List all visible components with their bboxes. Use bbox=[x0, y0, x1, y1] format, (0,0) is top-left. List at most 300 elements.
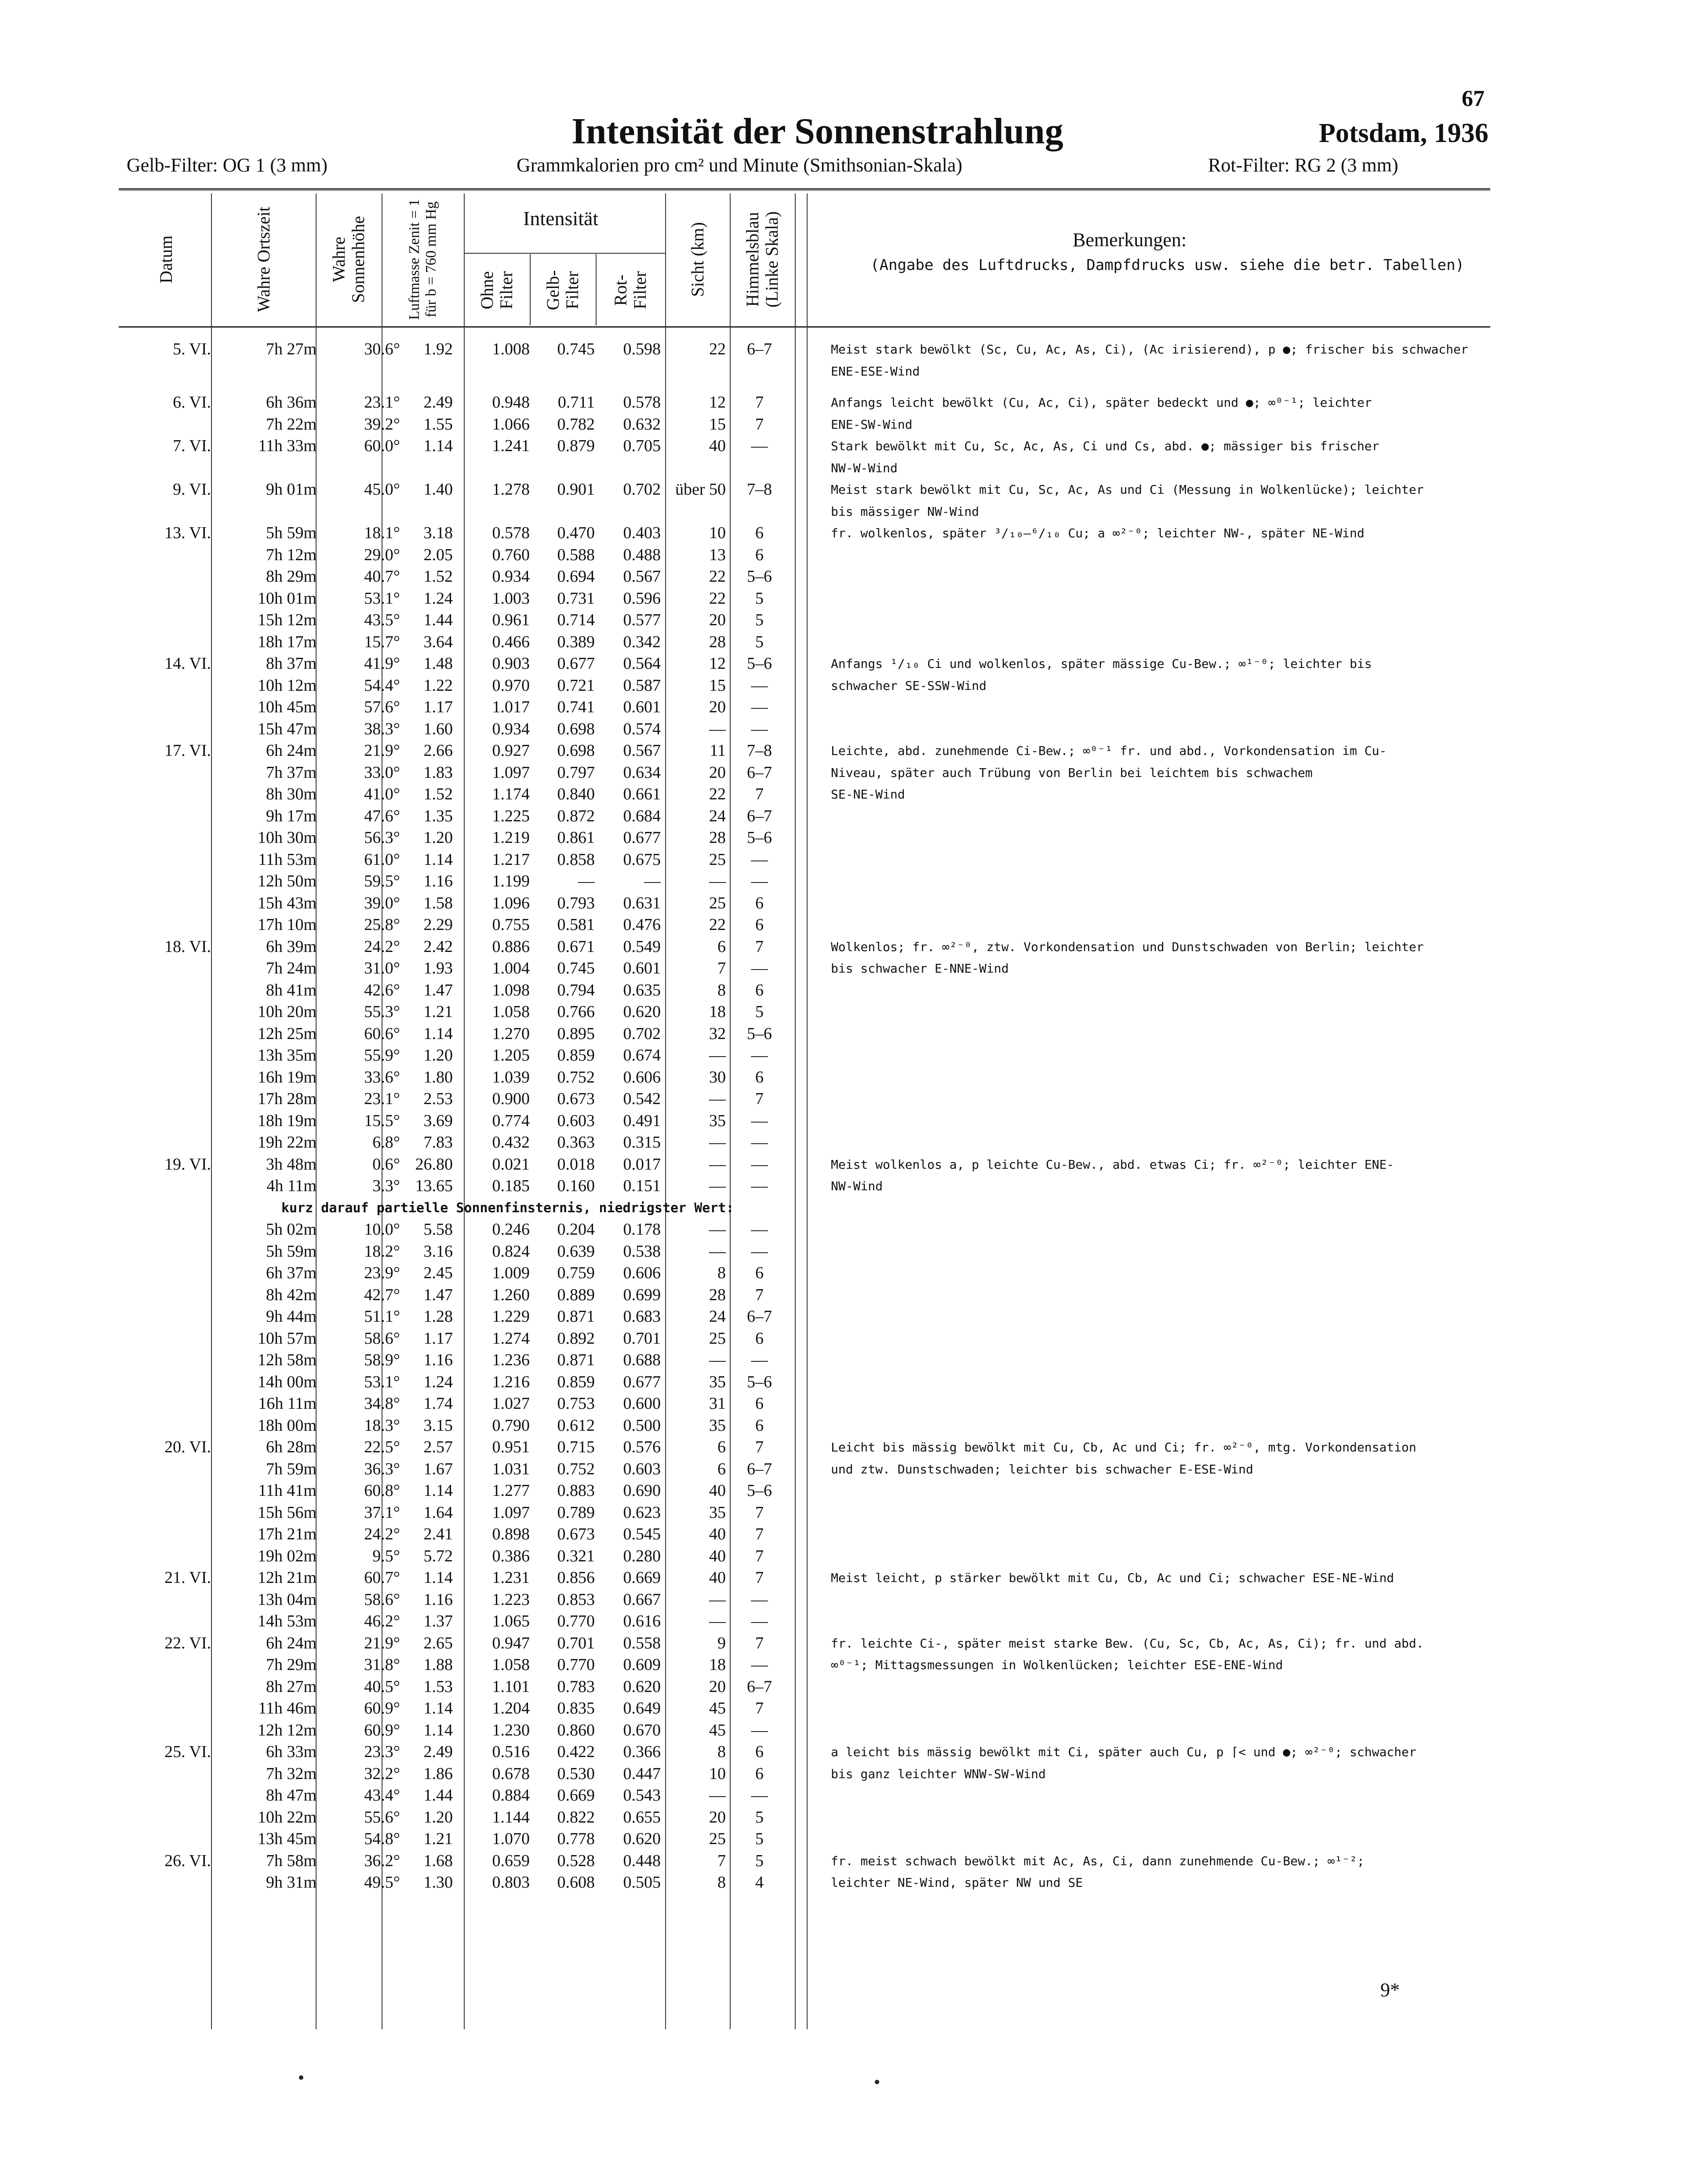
airmass-cell: 3.18 bbox=[423, 524, 453, 542]
altitude-cell: 43.5° bbox=[364, 611, 400, 629]
airmass-cell: 1.80 bbox=[423, 1068, 453, 1087]
yellow-filter-cell: 0.741 bbox=[557, 698, 595, 716]
airmass-cell: 2.53 bbox=[423, 1090, 453, 1108]
date-cell: 5. VI. bbox=[173, 340, 211, 358]
no-filter-cell: 1.223 bbox=[492, 1590, 530, 1609]
col-header-altitude: Wahre Sonnenhöhe bbox=[329, 216, 368, 303]
red-filter-cell: 0.403 bbox=[623, 524, 661, 542]
visibility-cell: 8 bbox=[717, 1873, 726, 1892]
time-cell: 5h 02m bbox=[266, 1220, 317, 1239]
time-cell: 18h 17m bbox=[257, 632, 317, 651]
table-row bbox=[0, 1698, 1707, 1720]
sky-blue-cell: 5 bbox=[755, 632, 764, 651]
no-filter-cell: 0.886 bbox=[492, 937, 530, 956]
red-filter-cell: 0.600 bbox=[623, 1394, 661, 1413]
red-filter-cell: 0.596 bbox=[623, 589, 661, 608]
airmass-cell: 1.35 bbox=[423, 806, 453, 825]
red-filter-cell: 0.280 bbox=[623, 1546, 661, 1565]
sky-blue-cell: — bbox=[751, 1046, 768, 1065]
remark-cell: Anfangs leicht bewölkt (Cu, Ac, Ci), später bedeckt und ●; ∞⁰⁻¹; leichter bbox=[831, 395, 1372, 410]
red-filter-cell: 0.577 bbox=[623, 611, 661, 629]
time-cell: 10h 22m bbox=[257, 1808, 317, 1827]
red-filter-cell: 0.549 bbox=[623, 937, 661, 956]
table-row bbox=[0, 1458, 1707, 1480]
no-filter-cell: 0.884 bbox=[492, 1786, 530, 1805]
no-filter-cell: 0.774 bbox=[492, 1111, 530, 1130]
no-filter-cell: 1.101 bbox=[492, 1677, 530, 1696]
airmass-cell: 1.14 bbox=[423, 850, 453, 869]
altitude-cell: 51.1° bbox=[364, 1307, 400, 1326]
sky-blue-cell: 5–6 bbox=[747, 567, 772, 586]
sky-blue-cell: — bbox=[751, 1655, 768, 1674]
red-filter-cell: 0.564 bbox=[623, 654, 661, 673]
red-filter-cell: 0.661 bbox=[623, 785, 661, 803]
altitude-cell: 58.6° bbox=[364, 1590, 400, 1609]
no-filter-cell: 1.096 bbox=[492, 893, 530, 912]
remark-cell: ∞⁰⁻¹; Mittagsmessungen in Wolkenlücken; leichter ESE-ENE-Wind bbox=[831, 1658, 1283, 1672]
visibility-cell: 8 bbox=[717, 1743, 726, 1761]
yellow-filter-cell: 0.160 bbox=[557, 1177, 595, 1195]
col-header-visibility: Sicht (km) bbox=[688, 222, 707, 297]
airmass-cell: 1.14 bbox=[423, 437, 453, 455]
sky-blue-cell: — bbox=[751, 1177, 768, 1195]
no-filter-cell: 1.003 bbox=[492, 589, 530, 608]
red-filter-cell: 0.601 bbox=[623, 698, 661, 716]
sky-blue-cell: — bbox=[751, 850, 768, 869]
time-cell: 10h 57m bbox=[257, 1329, 317, 1348]
table-row bbox=[0, 653, 1707, 675]
no-filter-cell: 1.230 bbox=[492, 1721, 530, 1739]
red-filter-cell: 0.702 bbox=[623, 1024, 661, 1043]
table-top-rule bbox=[119, 188, 1490, 190]
visibility-cell: 25 bbox=[709, 1830, 726, 1848]
place-year: Potsdam, 1936 bbox=[1319, 118, 1489, 148]
airmass-cell: 1.68 bbox=[423, 1851, 453, 1870]
sky-blue-cell: 7–8 bbox=[747, 480, 772, 499]
no-filter-cell: 1.065 bbox=[492, 1612, 530, 1630]
no-filter-cell: 1.225 bbox=[492, 806, 530, 825]
red-filter-cell: 0.701 bbox=[623, 1329, 661, 1348]
yellow-filter-cell: 0.612 bbox=[557, 1416, 595, 1435]
airmass-cell: 1.14 bbox=[423, 1699, 453, 1717]
altitude-cell: 55.6° bbox=[364, 1808, 400, 1827]
table-row bbox=[0, 479, 1707, 501]
altitude-cell: 60.6° bbox=[364, 1024, 400, 1043]
visibility-cell: 40 bbox=[709, 1568, 726, 1587]
table-row bbox=[0, 522, 1707, 544]
red-filter-cell: 0.684 bbox=[623, 806, 661, 825]
time-cell: 7h 22m bbox=[266, 415, 317, 434]
no-filter-cell: 1.058 bbox=[492, 1003, 530, 1021]
yellow-filter-cell: 0.698 bbox=[557, 719, 595, 738]
no-filter-cell: 0.185 bbox=[492, 1177, 530, 1195]
yellow-filter-cell: — bbox=[578, 872, 595, 890]
no-filter-cell: 0.790 bbox=[492, 1416, 530, 1435]
no-filter-cell: 0.755 bbox=[492, 915, 530, 934]
sky-blue-cell: 6 bbox=[755, 1394, 764, 1413]
no-filter-cell: 1.277 bbox=[492, 1481, 530, 1500]
visibility-cell: 45 bbox=[709, 1699, 726, 1717]
sky-blue-cell: 6 bbox=[755, 1329, 764, 1348]
yellow-filter-cell: 0.853 bbox=[557, 1590, 595, 1609]
altitude-cell: 47.6° bbox=[364, 806, 400, 825]
sky-blue-cell: — bbox=[751, 719, 768, 738]
altitude-cell: 23.3° bbox=[364, 1743, 400, 1761]
sky-blue-cell: — bbox=[751, 1721, 768, 1739]
sky-blue-cell: 5–6 bbox=[747, 654, 772, 673]
red-filter-cell: 0.677 bbox=[623, 828, 661, 847]
red-filter-cell: 0.476 bbox=[623, 915, 661, 934]
altitude-cell: 60.8° bbox=[364, 1481, 400, 1500]
yellow-filter-cell: 0.673 bbox=[557, 1525, 595, 1543]
table-row bbox=[0, 806, 1707, 828]
no-filter-cell: 1.217 bbox=[492, 850, 530, 869]
table-row bbox=[0, 914, 1707, 936]
remark-cell: Leichte, abd. zunehmende Ci-Bew.; ∞⁰⁻¹ fr. und abd., Vorkondensation im Cu- bbox=[831, 744, 1387, 758]
sky-blue-cell: 5–6 bbox=[747, 1372, 772, 1391]
airmass-cell: 1.14 bbox=[423, 1481, 453, 1500]
visibility-cell: 22 bbox=[709, 589, 726, 608]
remark-cell: Niveau, später auch Trübung von Berlin bei leichtem bis schwachem bbox=[831, 765, 1313, 780]
yellow-filter-cell: 0.783 bbox=[557, 1677, 595, 1696]
red-filter-cell: 0.606 bbox=[623, 1068, 661, 1087]
date-cell: 22. VI. bbox=[164, 1633, 211, 1652]
sky-blue-cell: 7 bbox=[755, 1503, 764, 1522]
visibility-cell: 18 bbox=[709, 1655, 726, 1674]
altitude-cell: 38.3° bbox=[364, 719, 400, 738]
altitude-cell: 43.4° bbox=[364, 1786, 400, 1805]
altitude-cell: 54.8° bbox=[364, 1830, 400, 1848]
remark-cell: Meist leicht, p stärker bewölkt mit Cu, Cb, Ac und Ci; schwacher ESE-NE-Wind bbox=[831, 1571, 1394, 1585]
altitude-cell: 24.2° bbox=[364, 937, 400, 956]
visibility-cell: 13 bbox=[709, 545, 726, 564]
date-cell: 21. VI. bbox=[164, 1568, 211, 1587]
yellow-filter-cell: 0.778 bbox=[557, 1830, 595, 1848]
no-filter-cell: 1.241 bbox=[492, 437, 530, 455]
no-filter-cell: 0.900 bbox=[492, 1090, 530, 1108]
time-cell: 19h 02m bbox=[257, 1546, 317, 1565]
airmass-cell: 1.22 bbox=[423, 676, 453, 695]
airmass-cell: 2.45 bbox=[423, 1264, 453, 1282]
yellow-filter-cell: 0.721 bbox=[557, 676, 595, 695]
red-filter-cell: 0.342 bbox=[623, 632, 661, 651]
sky-blue-cell: 7 bbox=[755, 1438, 764, 1456]
altitude-cell: 31.8° bbox=[364, 1655, 400, 1674]
page-title: Intensität der Sonnenstrahlung bbox=[571, 111, 1063, 152]
visibility-cell: 31 bbox=[709, 1394, 726, 1413]
red-filter-cell: 0.705 bbox=[623, 437, 661, 455]
visibility-cell: 35 bbox=[709, 1111, 726, 1130]
visibility-cell: 18 bbox=[709, 1003, 726, 1021]
no-filter-cell: 0.678 bbox=[492, 1764, 530, 1783]
table-row bbox=[0, 871, 1707, 893]
time-cell: 7h 24m bbox=[266, 959, 317, 977]
altitude-cell: 55.9° bbox=[364, 1046, 400, 1065]
table-row bbox=[0, 1872, 1707, 1894]
time-cell: 6h 36m bbox=[266, 393, 317, 412]
time-cell: 8h 42m bbox=[266, 1285, 317, 1304]
yellow-filter-cell: 0.363 bbox=[557, 1133, 595, 1152]
time-cell: 13h 04m bbox=[257, 1590, 317, 1609]
date-cell: 14. VI. bbox=[164, 654, 211, 673]
red-filter-cell: 0.500 bbox=[623, 1416, 661, 1435]
airmass-cell: 3.64 bbox=[423, 632, 453, 651]
no-filter-cell: 0.803 bbox=[492, 1873, 530, 1892]
no-filter-cell: 0.578 bbox=[492, 524, 530, 542]
red-filter-cell: 0.542 bbox=[623, 1090, 661, 1108]
time-cell: 11h 46m bbox=[258, 1699, 317, 1717]
no-filter-cell: 1.058 bbox=[492, 1655, 530, 1674]
yellow-filter-cell: 0.422 bbox=[557, 1743, 595, 1761]
table-row bbox=[0, 1415, 1707, 1437]
visibility-cell: 35 bbox=[709, 1416, 726, 1435]
altitude-cell: 58.6° bbox=[364, 1329, 400, 1348]
altitude-cell: 36.3° bbox=[364, 1459, 400, 1478]
altitude-cell: 57.6° bbox=[364, 698, 400, 716]
table-row bbox=[0, 1045, 1707, 1067]
remark-cell: ENE-SW-Wind bbox=[831, 417, 913, 432]
sky-blue-cell: 5 bbox=[755, 589, 764, 608]
yellow-filter-cell: 0.669 bbox=[557, 1786, 595, 1805]
visibility-cell: — bbox=[709, 1046, 726, 1065]
no-filter-cell: 0.824 bbox=[492, 1242, 530, 1261]
red-filter-cell: 0.601 bbox=[623, 959, 661, 977]
time-cell: 8h 41m bbox=[266, 981, 317, 999]
sky-blue-cell: — bbox=[751, 1786, 768, 1805]
altitude-cell: 46.2° bbox=[364, 1612, 400, 1630]
no-filter-cell: 1.219 bbox=[492, 828, 530, 847]
altitude-cell: 58.9° bbox=[364, 1351, 400, 1369]
sky-blue-cell: 4 bbox=[755, 1873, 764, 1892]
table-row bbox=[0, 958, 1707, 980]
yellow-filter-cell: 0.639 bbox=[557, 1242, 595, 1261]
yellow-filter-cell: 0.766 bbox=[557, 1003, 595, 1021]
visibility-cell: — bbox=[709, 1351, 726, 1369]
yellow-filter-cell: 0.789 bbox=[557, 1503, 595, 1522]
no-filter-cell: 1.027 bbox=[492, 1394, 530, 1413]
remark-cell: bis ganz leichter WNW-SW-Wind bbox=[831, 1766, 1046, 1781]
time-cell: 17h 10m bbox=[257, 915, 317, 934]
red-filter-cell: 0.574 bbox=[623, 719, 661, 738]
no-filter-cell: 0.466 bbox=[492, 632, 530, 651]
sky-blue-cell: 7 bbox=[755, 1568, 764, 1587]
altitude-cell: 21.9° bbox=[364, 1633, 400, 1652]
table-row bbox=[0, 1241, 1707, 1263]
date-cell: 25. VI. bbox=[164, 1743, 211, 1761]
altitude-cell: 55.3° bbox=[364, 1003, 400, 1021]
altitude-cell: 49.5° bbox=[364, 1873, 400, 1892]
date-cell: 17. VI. bbox=[164, 741, 211, 760]
sky-blue-cell: 6 bbox=[755, 1743, 764, 1761]
yellow-filter-cell: 0.856 bbox=[557, 1568, 595, 1587]
yellow-filter-cell: 0.018 bbox=[557, 1155, 595, 1174]
visibility-cell: 20 bbox=[709, 611, 726, 629]
no-filter-cell: 0.246 bbox=[492, 1220, 530, 1239]
sky-blue-cell: — bbox=[751, 1111, 768, 1130]
sky-blue-cell: — bbox=[751, 959, 768, 977]
time-cell: 11h 53m bbox=[258, 850, 317, 869]
table-row bbox=[0, 382, 1707, 392]
sky-blue-cell: — bbox=[751, 872, 768, 890]
red-filter-cell: 0.631 bbox=[623, 893, 661, 912]
yellow-filter-cell: 0.603 bbox=[557, 1111, 595, 1130]
sky-blue-cell: — bbox=[751, 1612, 768, 1630]
visibility-cell: 40 bbox=[709, 1546, 726, 1565]
airmass-cell: 2.49 bbox=[423, 1743, 453, 1761]
altitude-cell: 33.0° bbox=[364, 763, 400, 782]
table-row bbox=[0, 501, 1707, 523]
remark-cell: fr. wolkenlos, später ³/₁₀–⁶/₁₀ Cu; a ∞²⁻⁰; leichter NW-, später NE-Wind bbox=[831, 526, 1365, 540]
table-row bbox=[0, 1589, 1707, 1611]
visibility-cell: 24 bbox=[709, 1307, 726, 1326]
table-row bbox=[0, 1763, 1707, 1785]
sky-blue-cell: 6 bbox=[755, 1264, 764, 1282]
remark-cell: Anfangs ¹/₁₀ Ci und wolkenlos, später mässige Cu-Bew.; ∞¹⁻⁰; leichter bis bbox=[831, 656, 1372, 671]
red-filter-cell: 0.567 bbox=[623, 567, 661, 586]
red-filter-cell: 0.688 bbox=[623, 1351, 661, 1369]
altitude-cell: 25.8° bbox=[364, 915, 400, 934]
red-filter-cell: 0.315 bbox=[623, 1133, 661, 1152]
red-filter-cell: 0.690 bbox=[623, 1481, 661, 1500]
sky-blue-cell: 7 bbox=[755, 393, 764, 412]
time-cell: 15h 47m bbox=[257, 719, 317, 738]
table-row bbox=[0, 609, 1707, 631]
sky-blue-cell: 6–7 bbox=[747, 340, 772, 358]
airmass-cell: 1.48 bbox=[423, 654, 453, 673]
time-cell: 7h 29m bbox=[266, 1655, 317, 1674]
no-filter-cell: 1.199 bbox=[492, 872, 530, 890]
sky-blue-cell: 5–6 bbox=[747, 828, 772, 847]
sky-blue-cell: — bbox=[751, 1242, 768, 1261]
time-cell: 8h 30m bbox=[266, 785, 317, 803]
no-filter-cell: 0.927 bbox=[492, 741, 530, 760]
sky-blue-cell: 6 bbox=[755, 545, 764, 564]
date-cell: 18. VI. bbox=[164, 937, 211, 956]
time-cell: 6h 39m bbox=[266, 937, 317, 956]
table-header-rule bbox=[119, 326, 1490, 328]
table-row bbox=[0, 1524, 1707, 1546]
airmass-cell: 1.40 bbox=[423, 480, 453, 499]
no-filter-cell: 1.270 bbox=[492, 1024, 530, 1043]
table-row bbox=[0, 1741, 1707, 1763]
time-cell: 9h 17m bbox=[266, 806, 317, 825]
yellow-filter-cell: 0.859 bbox=[557, 1046, 595, 1065]
red-filter-cell: 0.448 bbox=[623, 1851, 661, 1870]
visibility-cell: — bbox=[709, 1155, 726, 1174]
print-speck bbox=[875, 2080, 879, 2084]
visibility-cell: 7 bbox=[717, 959, 726, 977]
airmass-cell: 5.72 bbox=[423, 1546, 453, 1565]
red-filter-cell: 0.667 bbox=[623, 1590, 661, 1609]
airmass-cell: 1.86 bbox=[423, 1764, 453, 1783]
yellow-filter-note: Gelb-Filter: OG 1 (3 mm) bbox=[127, 154, 328, 176]
table-row bbox=[0, 1328, 1707, 1350]
visibility-cell: 12 bbox=[709, 654, 726, 673]
altitude-cell: 42.6° bbox=[364, 981, 400, 999]
table-row bbox=[0, 361, 1707, 383]
sky-blue-cell: 5–6 bbox=[747, 1024, 772, 1043]
time-cell: 10h 45m bbox=[257, 698, 317, 716]
sky-blue-cell: 6–7 bbox=[747, 806, 772, 825]
sky-blue-cell: 6 bbox=[755, 893, 764, 912]
table-row bbox=[0, 1676, 1707, 1698]
yellow-filter-cell: 0.752 bbox=[557, 1459, 595, 1478]
sky-blue-cell: 7 bbox=[755, 1090, 764, 1108]
table-row bbox=[0, 1349, 1707, 1371]
altitude-cell: 53.1° bbox=[364, 1372, 400, 1391]
red-filter-cell: 0.151 bbox=[623, 1177, 661, 1195]
table-row bbox=[0, 1785, 1707, 1807]
visibility-cell: — bbox=[709, 1133, 726, 1152]
red-filter-cell: 0.677 bbox=[623, 1372, 661, 1391]
sky-blue-cell: 6–7 bbox=[747, 1459, 772, 1478]
no-filter-cell: 0.934 bbox=[492, 719, 530, 738]
visibility-cell: 6 bbox=[717, 1438, 726, 1456]
no-filter-cell: 1.231 bbox=[492, 1568, 530, 1587]
time-cell: 13h 35m bbox=[257, 1046, 317, 1065]
table-row bbox=[0, 414, 1707, 436]
yellow-filter-cell: 0.745 bbox=[557, 959, 595, 977]
red-filter-cell: 0.655 bbox=[623, 1808, 661, 1827]
no-filter-cell: 0.898 bbox=[492, 1525, 530, 1543]
no-filter-cell: 0.970 bbox=[492, 676, 530, 695]
visibility-cell: 8 bbox=[717, 981, 726, 999]
sky-blue-cell: 7 bbox=[755, 937, 764, 956]
remark-cell: fr. meist schwach bewölkt mit Ac, As, Ci, dann zunehmende Cu-Bew.; ∞¹⁻²; bbox=[831, 1853, 1365, 1868]
yellow-filter-cell: 0.321 bbox=[557, 1546, 595, 1565]
time-cell: 18h 00m bbox=[257, 1416, 317, 1435]
visibility-cell: 15 bbox=[709, 676, 726, 695]
red-filter-note: Rot-Filter: RG 2 (3 mm) bbox=[1208, 154, 1398, 176]
table-row bbox=[0, 1023, 1707, 1045]
yellow-filter-cell: 0.879 bbox=[557, 437, 595, 455]
altitude-cell: 60.9° bbox=[364, 1721, 400, 1739]
remark-cell: NW-Wind bbox=[831, 1179, 883, 1193]
visibility-cell: 28 bbox=[709, 828, 726, 847]
visibility-cell: — bbox=[709, 1090, 726, 1108]
yellow-filter-cell: 0.892 bbox=[557, 1329, 595, 1348]
visibility-cell: 20 bbox=[709, 763, 726, 782]
remark-cell: a leicht bis mässig bewölkt mit Ci, später auch Cu, p ⌈< und ●; ∞²⁻⁰; schwacher bbox=[831, 1745, 1416, 1759]
yellow-filter-cell: 0.588 bbox=[557, 545, 595, 564]
altitude-cell: 60.0° bbox=[364, 437, 400, 455]
sky-blue-cell: 6 bbox=[755, 1764, 764, 1783]
red-filter-cell: 0.683 bbox=[623, 1307, 661, 1326]
red-filter-cell: 0.543 bbox=[623, 1786, 661, 1805]
red-filter-cell: 0.674 bbox=[623, 1046, 661, 1065]
yellow-filter-cell: 0.711 bbox=[557, 393, 595, 412]
time-cell: 12h 50m bbox=[257, 872, 317, 890]
airmass-cell: 1.14 bbox=[423, 1568, 453, 1587]
table-row bbox=[0, 784, 1707, 806]
airmass-cell: 3.69 bbox=[423, 1111, 453, 1130]
table-row bbox=[0, 1502, 1707, 1524]
table-row bbox=[0, 1720, 1707, 1742]
table-row bbox=[0, 1306, 1707, 1328]
remark-cell: Leicht bis mässig bewölkt mit Cu, Cb, Ac und Ci; fr. ∞²⁻⁰, mtg. Vorkondensation bbox=[831, 1440, 1416, 1455]
altitude-cell: 3.3° bbox=[372, 1177, 400, 1195]
col-header-intensity: Intensität bbox=[523, 207, 599, 230]
no-filter-cell: 0.951 bbox=[492, 1438, 530, 1456]
red-filter-cell: 0.017 bbox=[623, 1155, 661, 1174]
col-header-red-filter: Rot-Filter bbox=[611, 271, 650, 310]
red-filter-cell: 0.623 bbox=[623, 1503, 661, 1522]
red-filter-cell: 0.491 bbox=[623, 1111, 661, 1130]
red-filter-cell: 0.576 bbox=[623, 1438, 661, 1456]
no-filter-cell: 1.031 bbox=[492, 1459, 530, 1478]
visibility-cell: 7 bbox=[717, 1851, 726, 1870]
altitude-cell: 15.5° bbox=[364, 1111, 400, 1130]
